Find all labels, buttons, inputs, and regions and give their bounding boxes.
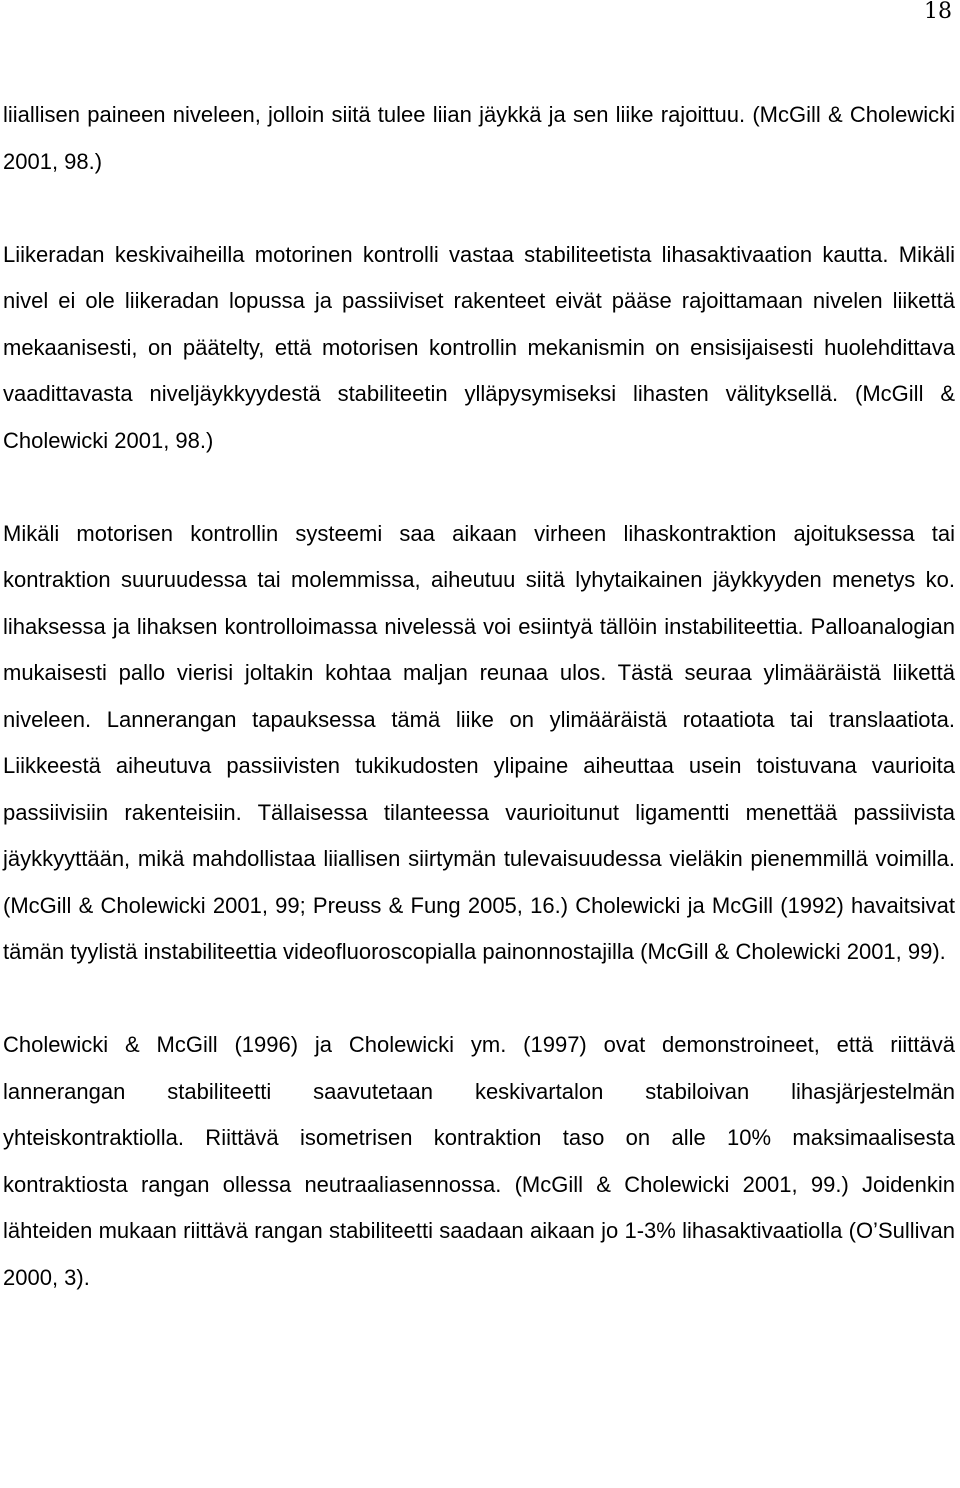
- paragraph: Liikeradan keskivaiheilla motorinen kontrolli vastaa stabiliteetista lihasaktivaation kautta. Mikäli nivel ei ole liikeradan lopussa ja passiiviset rakenteet eivät pääse rajoittamaan nivelen liikettä mekaanisesti, on päätelty, että motorisen kontrollin mekanismin on ensisijaisesti huolehdittava vaadittavasta niveljäykkyydestä stabiliteetin ylläpysymiseksi lihasten välityksellä. (McGill & Cholewicki 2001, 98.): [3, 241, 955, 453]
- paragraph: liiallisen paineen niveleen, jolloin siitä tulee liian jäykkä ja sen liike rajoittuu. (McGill & Cholewicki 2001, 98.): [3, 102, 955, 174]
- paragraph: Cholewicki & McGill (1996) ja Cholewicki ym. (1997) ovat demonstroineet, että riittävä lannerangan stabiliteetti saavutetaan keskivartalon stabiloivan lihasjärjestelmän yhteiskontraktiolla. Riittävä isometrisen kontraktion taso on alle 10% maksimaalisesta kontraktiosta rangan ollessa neutraaliasennossa. (McGill & Cholewicki 2001, 99.) Joidenkin lähteiden mukaan riittävä rangan stabiliteetti saadaan aikaan jo 1-3% lihasaktivaatiolla (O’Sullivan 2000, 3).: [3, 1032, 955, 1290]
- page-number: 18: [924, 0, 952, 24]
- paragraph: Mikäli motorisen kontrollin systeemi saa aikaan virheen lihaskontraktion ajoituksessa tai kontraktion suuruudessa tai molemmissa, aiheutuu siitä lyhytaikainen jäykkyyden menetys ko. lihaksessa ja lihaksen kontrolloimassa nivelessä voi esiintyä tällöin instabiliteettia. Palloanalogian mukaisesti pallo vierisi joltakin kohtaa maljan reunaa ulos. Tästä seuraa ylimääräistä liikettä niveleen. Lannerangan tapauksessa tämä liike on ylimääräistä rotaatiota tai translaatiota. Liikkeestä aiheutuva passiivisten tukikudosten ylipaine aiheuttaa usein toistuvana vaurioita passiivisiin rakenteisiin. Tällaisessa tilanteessa vaurioitunut ligamentti menettää passiivista jäykkyyttään, mikä mahdollistaa liiallisen siirtymän tulevaisuudessa vieläkin pienemmillä voimilla. (McGill & Cholewicki 2001, 99; Preuss & Fung 2005, 16.) Cholewicki ja McGill (1992) havaitsivat tämän tyylistä instabiliteettia videofluoroscopialla painonnostajilla (McGill & Cholewicki 2001, 99).: [3, 520, 955, 964]
- body-text: [3, 92, 955, 1301]
